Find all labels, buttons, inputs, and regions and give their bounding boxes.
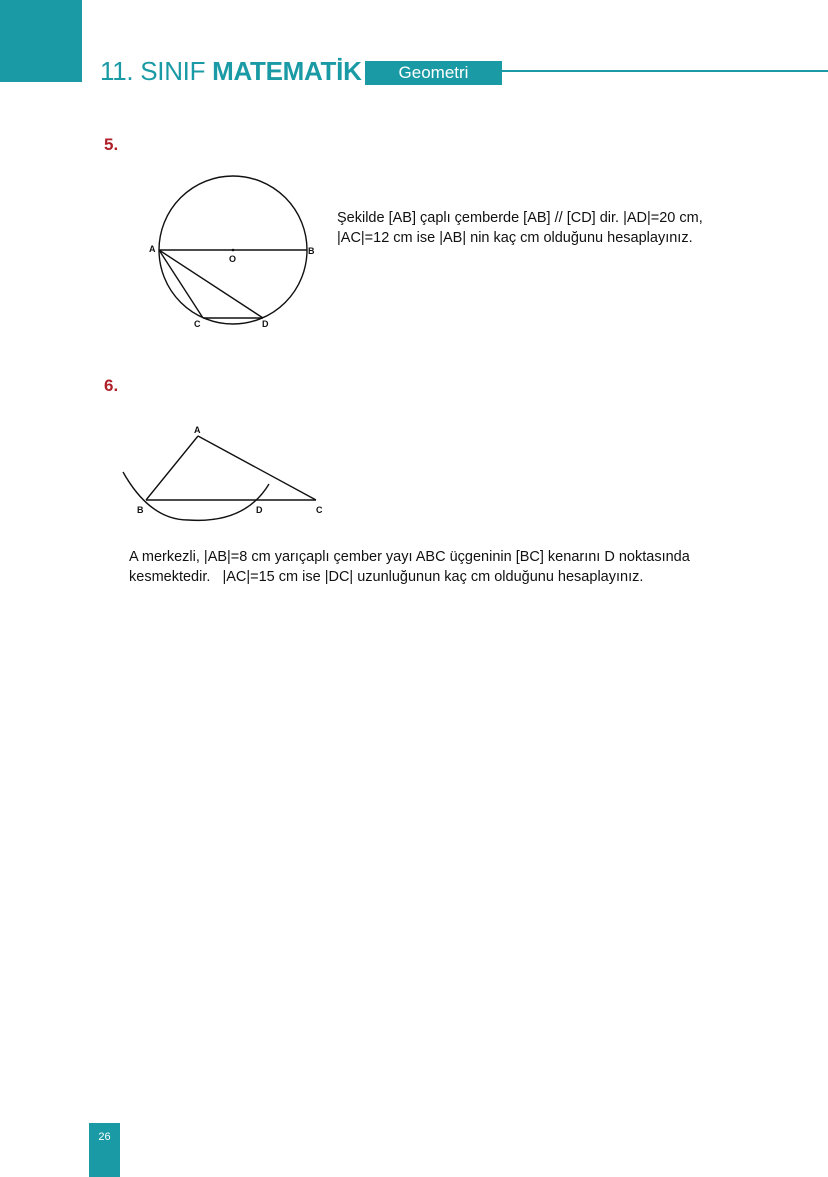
page-number: 26	[98, 1131, 111, 1143]
label-d: D	[256, 505, 263, 515]
header-rule	[502, 70, 828, 72]
header-grade: 11. SINIF	[100, 56, 206, 86]
question-5-figure	[140, 170, 330, 340]
question-6-figure	[115, 420, 335, 530]
question-5-number: 5.	[104, 135, 119, 154]
label-a: A	[194, 425, 201, 435]
label-c: C	[194, 319, 201, 329]
center-point	[232, 249, 235, 252]
question-6-number: 6.	[104, 376, 119, 395]
header-title	[100, 56, 362, 87]
question-5-line-2: |AC|=12 cm ise |AB| nin kaç cm olduğunu hesaplayınız.	[337, 230, 693, 246]
segment-ac	[198, 436, 316, 500]
question-5-text	[337, 208, 703, 248]
segment-ad	[159, 250, 263, 318]
label-a: A	[149, 244, 156, 254]
question-5-line-1: Şekilde [AB] çaplı çemberde [AB] // [CD] dir. |AD|=20 cm,	[337, 210, 703, 226]
label-d: D	[262, 319, 269, 329]
header-subject: MATEMATİK	[212, 56, 362, 86]
label-c: C	[316, 505, 323, 515]
header-topic-tag: Geometri	[365, 61, 502, 85]
label-o: O	[229, 254, 237, 264]
question-6-line-1: A merkezli, |AB|=8 cm yarıçaplı çember yayı ABC üçgeninin [BC] kenarını D noktasında	[129, 549, 690, 565]
corner-accent-block	[0, 0, 82, 82]
segment-ac	[159, 250, 203, 318]
segment-ab	[146, 436, 198, 500]
label-b: B	[308, 246, 315, 256]
question-6-line-2: kesmektedir. |AC|=15 cm ise |DC| uzunluğunun kaç cm olduğunu hesaplayınız.	[129, 569, 644, 585]
question-6-text	[129, 547, 690, 587]
label-b: B	[137, 505, 144, 515]
arc-centered-a	[123, 472, 269, 520]
